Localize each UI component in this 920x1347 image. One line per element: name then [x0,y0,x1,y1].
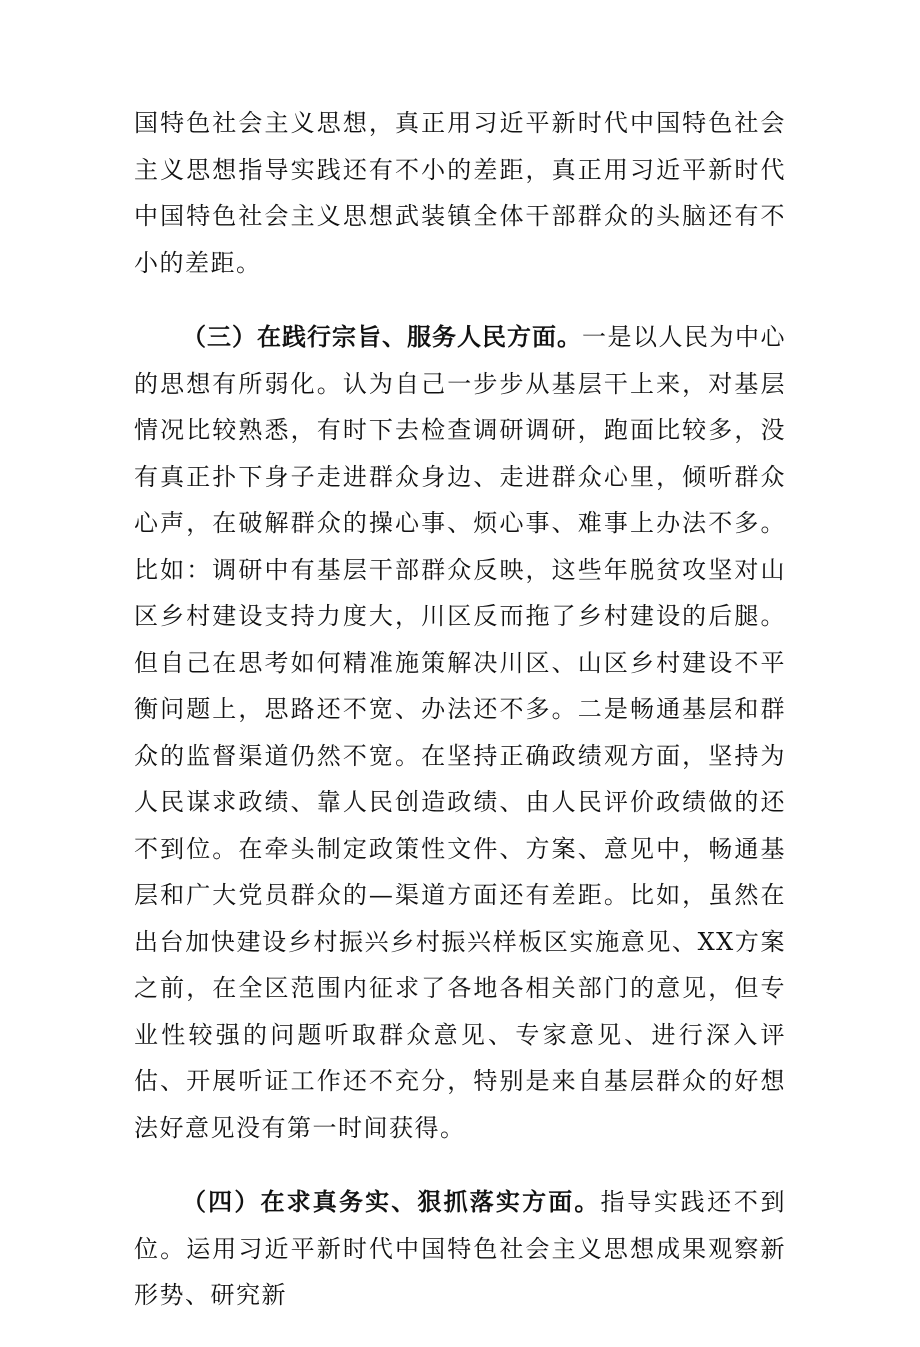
section-three-heading: （三）在践行宗旨、服务人民方面。 [182,323,582,351]
section-four-paragraph [134,1179,786,1319]
document-body [134,100,786,1347]
section-four-heading: （四）在求真务实、狠抓落实方面。 [182,1188,601,1216]
paragraph-continuation [134,100,786,286]
section-three-paragraph [134,314,786,1151]
section-three-body: 一是以人民为中心的思想有所弱化。认为自己一步步从基层干上来，对基层情况比较熟悉，有时下去检查调研调研，跑面比较多，没有真正扑下身子走进群众身边、走进群众心里，倾听群众心声，在破解群众的操心事、烦心事、难事上办法不多。比如：调研中有基层干部群众反映，这些年脱贫攻坚对山区乡村建设支持力度大，川区反而拖了乡村建设的后腿。但自己在思考如何精准施策解决川区、山区乡村建设不平衡问题上，思路还不宽、办法还不多。二是畅通基层和群众的监督渠道仍然不宽。在坚持正确政绩观方面，坚持为人民谋求政绩、靠人民创造政绩、由人民评价政绩做的还不到位。在牵头制定政策性文件、方案、意见中，畅通基层和广大党员群众的—渠道方面还有差距。比如，虽然在出台加快建设乡村振兴乡村振兴样板区实施意见、XX方案之前，在全区范围内征求了各地各相关部门的意见，但专业性较强的问题听取群众意见、专家意见、进行深入评估、开展听证工作还不充分，特别是来自基层群众的好想法好意见没有第一时间获得。 [134,323,786,1142]
section-four-body: 指导实践还不到位。运用习近平新时代中国特色社会主义思想成果观察新形势、研究新 [134,1188,787,1309]
paragraph-text: 国特色社会主义思想，真正用习近平新时代中国特色社会主义思想指导实践还有不小的差距，真正用习近平新时代中国特色社会主义思想武装镇全体干部群众的头脑还有不小的差距。 [134,109,786,277]
